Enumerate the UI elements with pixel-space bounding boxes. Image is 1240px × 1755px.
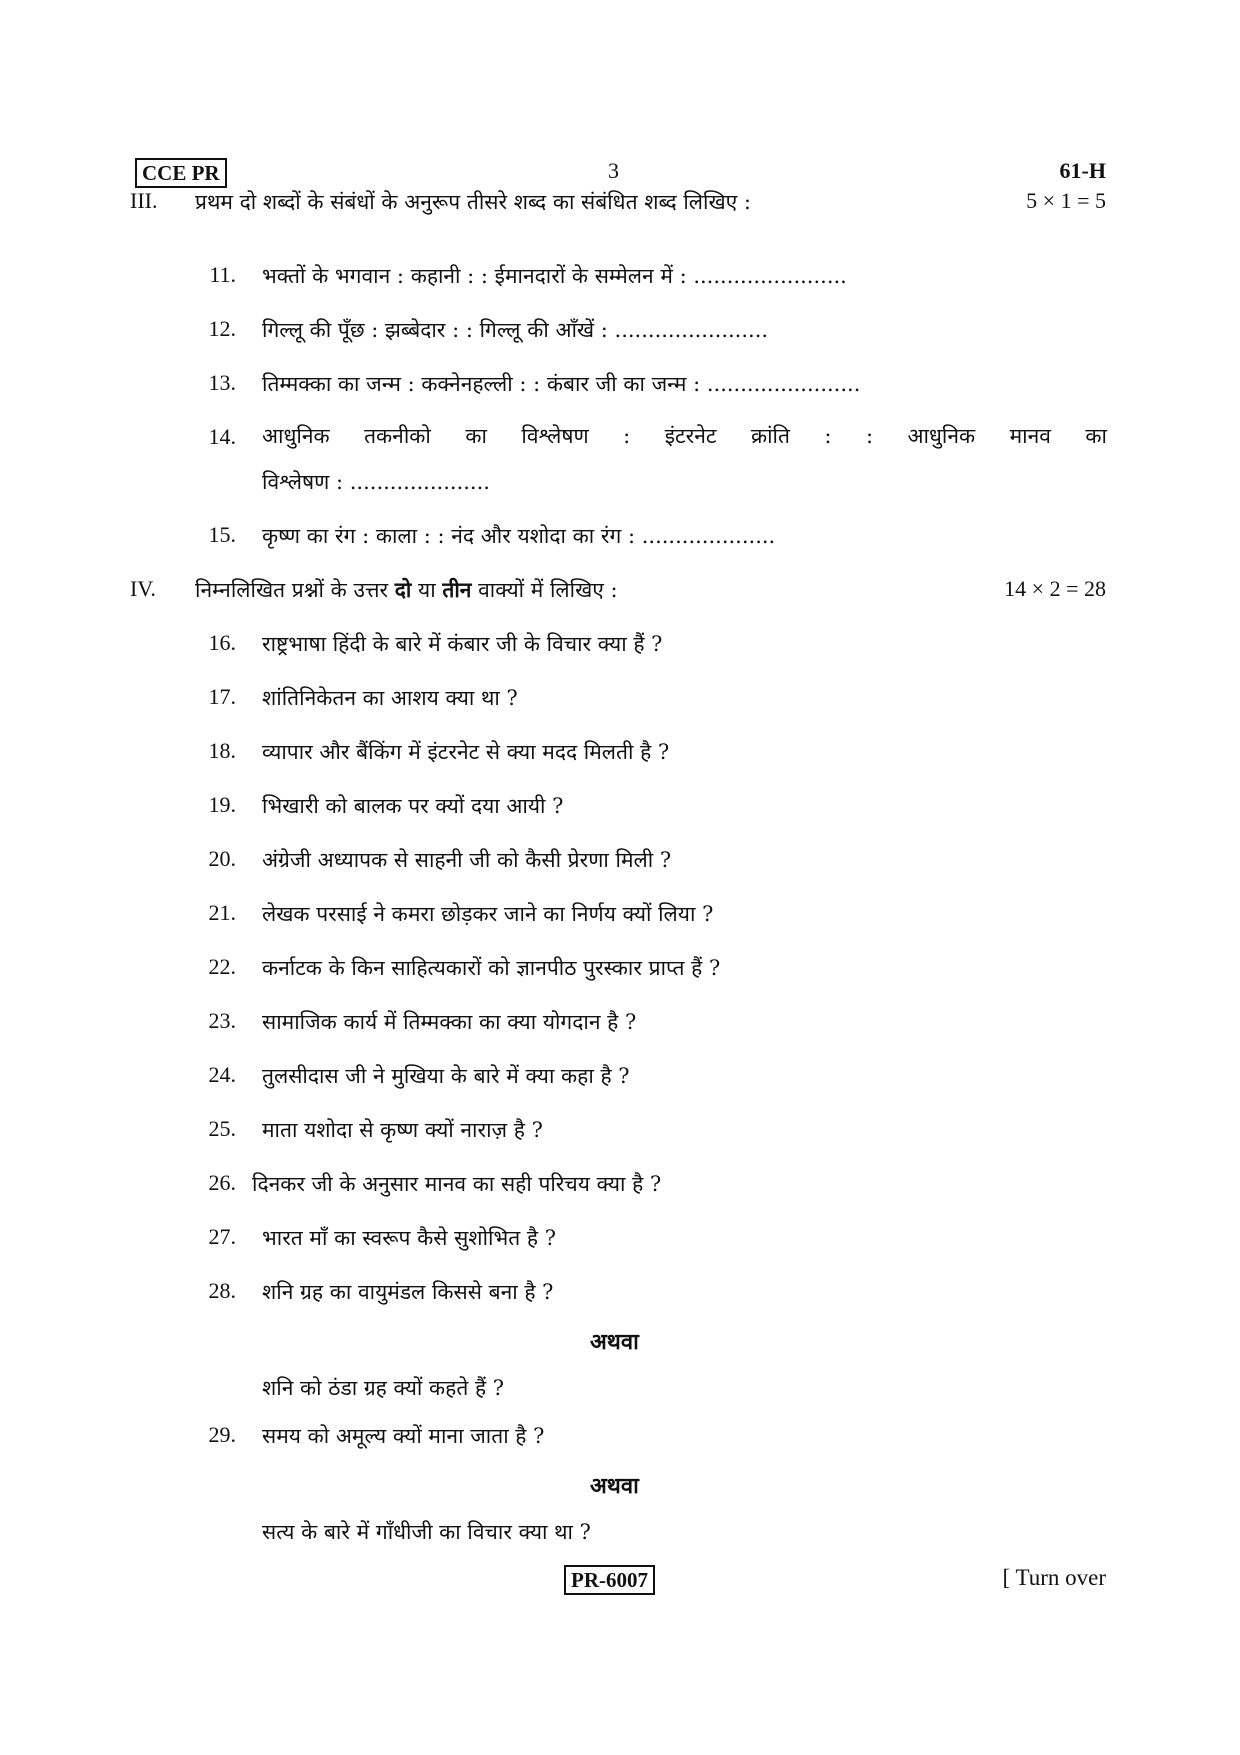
question-number: 22. — [208, 954, 236, 979]
question-number: 17. — [208, 684, 236, 709]
question-number: 21. — [208, 900, 236, 925]
question-text: सामाजिक कार्य में तिम्मक्का का क्या योगदान है ? — [262, 1010, 637, 1034]
question-text: व्यापार और बैंकिंग में इंटरनेट से क्या मदद मिलती है ? — [262, 740, 670, 764]
section-3-number: III. — [130, 188, 158, 213]
question-text: समय को अमूल्य क्यों माना जाता है ? — [262, 1424, 545, 1448]
question-text-continued: विश्लेषण : ..................... — [262, 470, 490, 494]
alternate-question-text: सत्य के बारे में गाँधीजी का विचार क्या था ? — [262, 1520, 591, 1544]
paper-code: 61-H — [1059, 158, 1106, 183]
question-number: 12. — [208, 316, 236, 341]
question-number: 15. — [208, 522, 236, 547]
instruction-bold-word: दो — [394, 577, 412, 602]
question-text: तुलसीदास जी ने मुखिया के बारे में क्या कहा है ? — [262, 1064, 630, 1088]
alternate-question-text: शनि को ठंडा ग्रह क्यों कहते हैं ? — [262, 1376, 505, 1400]
section-4-instruction — [195, 576, 618, 604]
section-3-instruction: प्रथम दो शब्दों के संबंधों के अनुरूप तीसरे शब्द का संबंधित शब्द लिखिए : — [195, 190, 751, 214]
turn-over-note: [ Turn over — [1002, 1565, 1106, 1590]
question-text: भक्तों के भगवान : कहानी : : ईमानदारों के सम्मेलन में : ....................... — [262, 264, 847, 288]
question-number: 19. — [208, 792, 236, 817]
question-number: 29. — [208, 1422, 236, 1447]
question-number: 27. — [208, 1224, 236, 1249]
or-separator: अथवा — [590, 1329, 639, 1355]
question-number: 20. — [208, 846, 236, 871]
footer-code-box: PR-6007 — [564, 1565, 655, 1595]
instruction-part: निम्नलिखित प्रश्नों के उत्तर — [195, 578, 395, 602]
question-number: 25. — [208, 1116, 236, 1141]
page-number: 3 — [608, 158, 619, 183]
question-text: अंग्रेजी अध्यापक से साहनी जी को कैसी प्रेरणा मिली ? — [262, 848, 672, 872]
section-4-number: IV. — [130, 576, 156, 601]
question-text: शनि ग्रह का वायुमंडल किससे बना है ? — [262, 1280, 554, 1304]
question-number: 18. — [208, 738, 236, 763]
instruction-bold-word: तीन — [442, 577, 472, 602]
header-exam-code-box: CCE PR — [135, 158, 227, 188]
question-text: भिखारी को बालक पर क्यों दया आयी ? — [262, 794, 564, 818]
question-text: भारत माँ का स्वरूप कैसे सुशोभित है ? — [262, 1226, 556, 1250]
question-text: कर्नाटक के किन साहित्यकारों को ज्ञानपीठ पुरस्कार प्राप्त हैं ? — [262, 956, 721, 980]
question-text: कृष्ण का रंग : काला : : नंद और यशोदा का रंग : .................... — [262, 524, 776, 548]
question-text: माता यशोदा से कृष्ण क्यों नाराज़ है ? — [262, 1118, 543, 1142]
question-number: 14. — [208, 424, 236, 449]
question-text: तिम्मक्का का जन्म : कक्नेनहल्ली : : कंबार जी का जन्म : ....................... — [262, 372, 861, 396]
instruction-part: या — [411, 578, 443, 602]
question-number: 24. — [208, 1062, 236, 1087]
question-text: राष्ट्रभाषा हिंदी के बारे में कंबार जी के विचार क्या हैं ? — [262, 632, 663, 656]
question-text: शांतिनिकेतन का आशय क्या था ? — [262, 686, 518, 710]
question-text: लेखक परसाई ने कमरा छोड़कर जाने का निर्णय क्यों लिया ? — [262, 902, 714, 926]
section-3-marks: 5 × 1 = 5 — [1026, 188, 1106, 213]
question-number: 16. — [208, 630, 236, 655]
question-number: 23. — [208, 1008, 236, 1033]
question-number: 26. — [208, 1170, 236, 1195]
section-4-marks: 14 × 2 = 28 — [1004, 576, 1106, 601]
question-text: दिनकर जी के अनुसार मानव का सही परिचय क्या है ? — [252, 1172, 662, 1196]
question-text: गिल्लू की पूँछ : झब्बेदार : : गिल्लू की आँखें : ....................... — [262, 318, 769, 342]
question-number: 13. — [208, 370, 236, 395]
question-number: 11. — [209, 262, 236, 287]
instruction-part: वाक्यों में लिखिए : — [471, 578, 618, 602]
question-number: 28. — [208, 1278, 236, 1303]
or-separator: अथवा — [590, 1473, 639, 1499]
question-text: आधुनिक तकनीको का विश्लेषण : इंटरनेट क्रांति : : आधुनिक मानव का — [262, 424, 1107, 448]
